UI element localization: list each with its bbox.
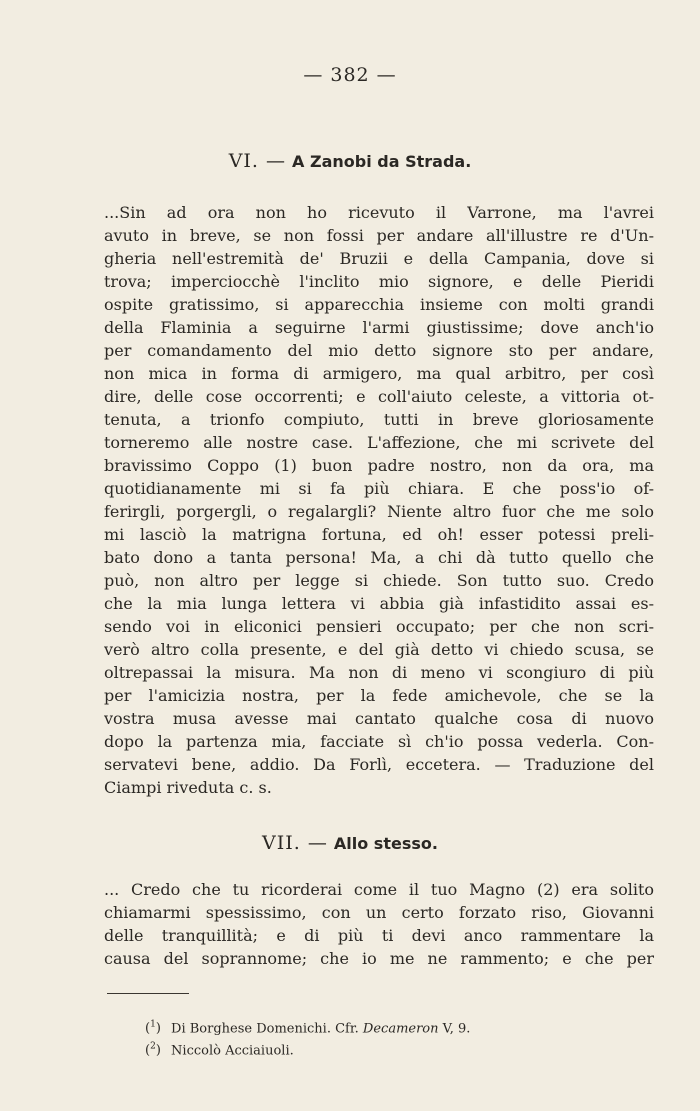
text-line: servatevi bene, addio. Da Forlì, eccetera. — Traduzione del <box>104 755 654 774</box>
footnote-divider <box>107 993 189 994</box>
footnote-marker: ($^2$) <box>145 1042 161 1059</box>
section-numeral: VI. — <box>228 150 286 172</box>
footnote-marker: ($^1$) <box>145 1020 161 1037</box>
text-line: trova; imperciocchè l'inclito mio signore, e delle Pieridi <box>104 272 654 291</box>
text-line: sendo voi in eliconici pensieri occupato; per che non scri- <box>104 617 654 636</box>
footnote-ref: V, 9. <box>442 1021 471 1037</box>
text-line: gheria nell'estremità de' Bruzii e della Campania, dove si <box>104 249 654 268</box>
text-line: ferirgli, porgergli, o regalargli? Niente altro fuor che me solo <box>104 502 654 521</box>
text-line: non mica in forma di armigero, ma qual arbitro, per così <box>104 364 654 383</box>
section-title: A Zanobi da Strada. <box>292 152 472 171</box>
text-line: bravissimo Coppo (1) buon padre nostro, non da ora, ma <box>104 456 654 475</box>
text-line: Ciampi riveduta c. s. <box>104 778 272 797</box>
section-numeral: VII. — <box>262 832 328 854</box>
text-line: dire, delle cose occorrenti; e coll'aiuto celeste, a vittoria ot- <box>104 387 654 406</box>
text-line: dopo la partenza mia, facciate sì ch'io possa vederla. Con- <box>104 732 654 751</box>
text-line: ...Sin ad ora non ho ricevuto il Varrone, ma l'avrei <box>104 203 654 222</box>
section-title: Allo stesso. <box>333 834 438 853</box>
text-line: bato dono a tanta persona! Ma, a chi dà tutto quello che <box>104 548 654 567</box>
text-line: può, non altro per legge si chiede. Son tutto suo. Credo <box>104 571 654 590</box>
text-line: causa del soprannome; che io me ne rammento; e che per <box>104 949 654 968</box>
text-line: per l'amicizia nostra, per la fede amichevole, che se la <box>104 686 654 705</box>
text-line: quotidianamente mi si fa più chiara. E che poss'io of- <box>104 479 654 498</box>
footnote <box>145 1036 595 1058</box>
text-line: mi lasciò la matrigna fortuna, ed oh! esser potessi preli- <box>104 525 654 544</box>
footnote-work: Decameron <box>362 1021 439 1037</box>
text-line: ospite gratissimo, si apparecchia insieme con molti grandi <box>104 295 654 314</box>
letter-text <box>104 878 654 970</box>
footnote-text: Di Borghese Domenichi. Cfr. <box>171 1021 359 1037</box>
text-line: ... Credo che tu ricorderai come il tuo Magno (2) era solito <box>104 880 654 899</box>
text-line: chiamarmi spessissimo, con un certo forzato riso, Giovanni <box>104 903 654 922</box>
text-line: torneremo alle nostre case. L'affezione, che mi scrivete del <box>104 433 654 452</box>
section-heading <box>0 832 700 854</box>
text-line: oltrepassai la misura. Ma non di meno vi scongiuro di più <box>104 663 654 682</box>
text-line: tenuta, a trionfo compiuto, tutti in breve gloriosamente <box>104 410 654 429</box>
letter-text <box>104 201 654 799</box>
page-number: — 382 — <box>303 64 397 86</box>
footnote <box>145 1014 595 1036</box>
section-heading <box>0 150 700 172</box>
text-line: avuto in breve, se non fossi per andare all'illustre re d'Un- <box>104 226 654 245</box>
text-line: che la mia lunga lettera vi abbia già infastidito assai es- <box>104 594 654 613</box>
text-line: verò altro colla presente, e del già detto vi chiedo scusa, se <box>104 640 654 659</box>
footnote-text: Niccolò Acciaiuoli. <box>171 1043 294 1059</box>
text-line: per comandamento del mio detto signore sto per andare, <box>104 341 654 360</box>
text-line: della Flaminia a seguirne l'armi giustissime; dove anch'io <box>104 318 654 337</box>
footnotes <box>145 1014 595 1058</box>
text-line: vostra musa avesse mai cantato qualche cosa di nuovo <box>104 709 654 728</box>
text-line: delle tranquillità; e di più ti devi anco rammentare la <box>104 926 654 945</box>
